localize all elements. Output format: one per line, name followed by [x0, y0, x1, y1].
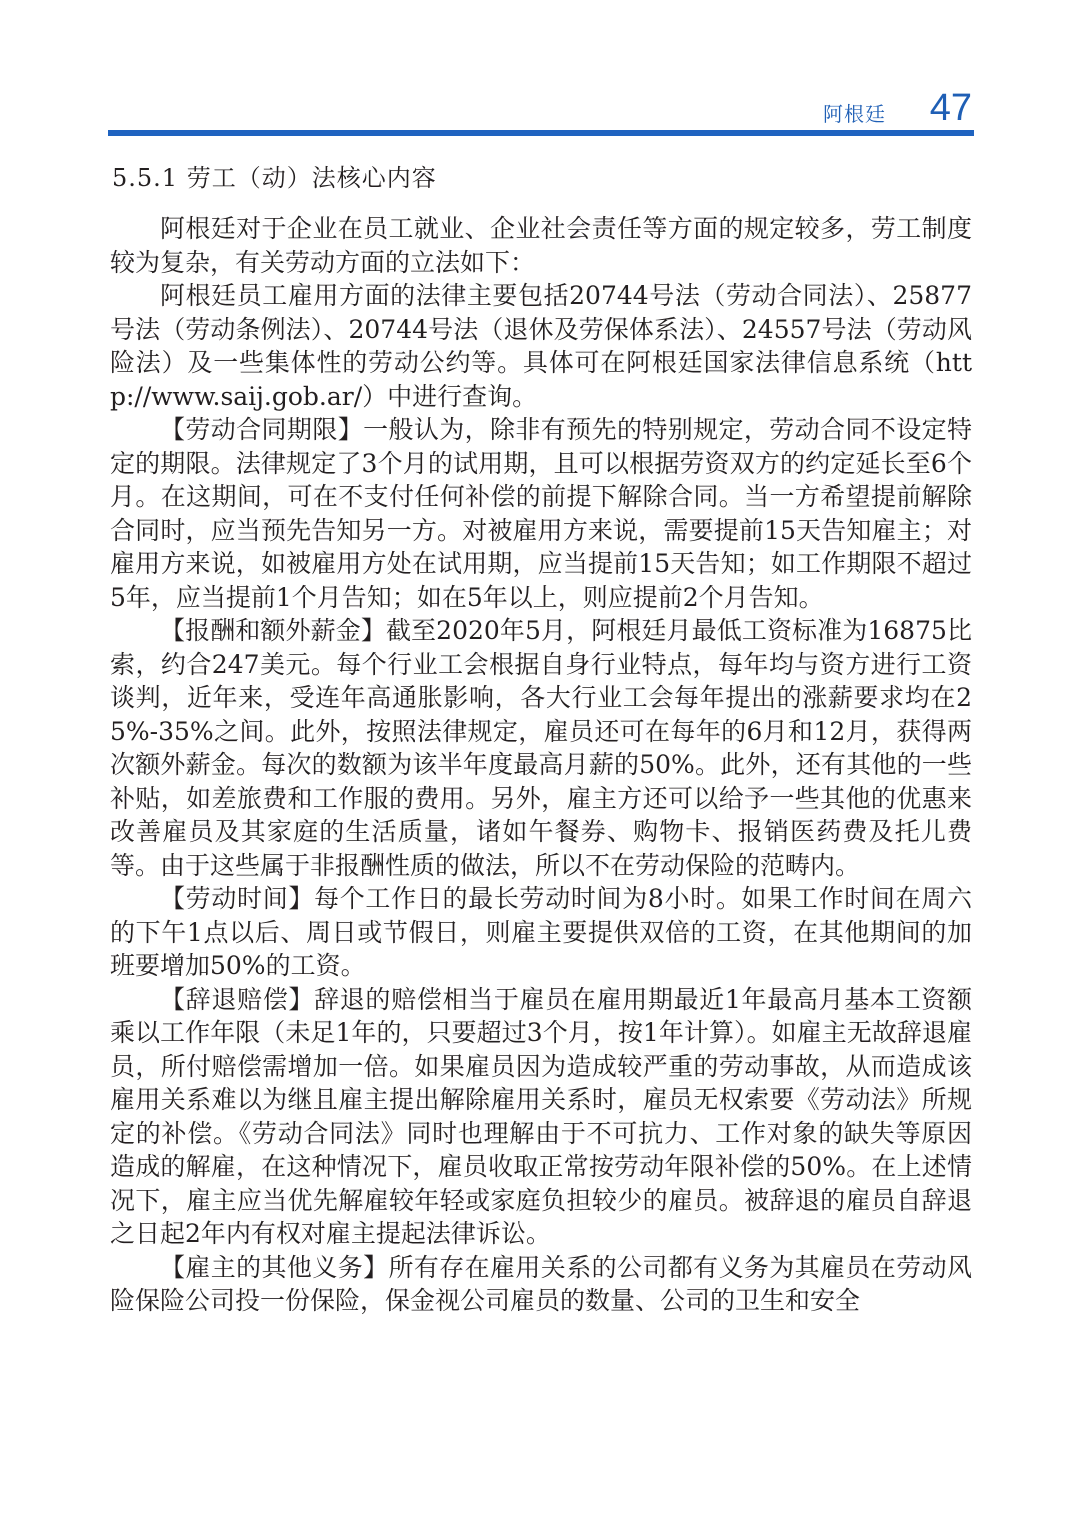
paragraph-pay	[110, 614, 972, 882]
header-divider	[108, 130, 974, 136]
paragraph-text: 所有存在雇用关系的公司都有义务为其雇员在劳动风险保险公司投一份保险，保金视公司雇员的数量、公司的卫生和安全	[110, 1252, 972, 1315]
page-number: 47	[929, 87, 972, 129]
paragraph-employer-obligations	[110, 1251, 972, 1318]
section-heading: 5.5.1 劳工（动）法核心内容	[112, 164, 437, 192]
body-text	[110, 212, 972, 1318]
paragraph-text: 阿根廷对于企业在员工就业、企业社会责任等方面的规定较多，劳工制度较为复杂，有关劳动方面的立法如下：	[110, 214, 972, 277]
paragraph-severance	[110, 983, 972, 1251]
paragraph-text: 阿根廷员工雇用方面的法律主要包括20744号法（劳动合同法）、25877号法（劳动条例法）、20744号法（退休及劳保体系法）、24557号法（劳动风险法）及一些集体性的劳动公约等。具体可在阿根廷国家法律信息系统（http://www.saij.gob.ar/）中进行查询。	[110, 281, 972, 411]
paragraph-contract-term	[110, 413, 972, 614]
paragraph-lead: 【雇主的其他义务】	[160, 1252, 389, 1282]
paragraph-text: 每个工作日的最长劳动时间为8小时。如果工作时间在周六的下午1点以后、周日或节假日，则雇主要提供双倍的工资，在其他期间的加班要增加50%的工资。	[110, 884, 972, 980]
paragraph-text: 截至2020年5月，阿根廷月最低工资标准为16875比索，约合247美元。每个行业工会根据自身行业特点，每年均与资方进行工资谈判，近年来，受连年高通胀影响，各大行业工会每年提出的涨薪要求均在25%-35%之间。此外，按照法律规定，雇员还可在每年的6月和12月，获得两次额外薪金。每次的数额为该半年度最高月薪的50%。此外，还有其他的一些补贴，如差旅费和工作服的费用。另外，雇主方还可以给予一些其他的优惠来改善雇员及其家庭的生活质量，诸如午餐券、购物卡、报销医药费及托儿费等。由于这些属于非报酬性质的做法，所以不在劳动保险的范畴内。	[110, 616, 972, 880]
page-header	[108, 86, 972, 134]
paragraph-lead: 【劳动合同期限】	[160, 415, 364, 444]
paragraph-lead: 【辞退赔偿】	[160, 984, 315, 1014]
paragraph-intro	[110, 212, 972, 279]
paragraph-working-hours	[110, 882, 972, 983]
running-header-country: 阿根廷	[823, 102, 886, 126]
paragraph-lead: 【劳动时间】	[160, 884, 315, 913]
paragraph-laws	[110, 279, 972, 413]
paragraph-lead: 【报酬和额外薪金】	[160, 616, 386, 645]
paragraph-text: 一般认为，除非有预先的特别规定，劳动合同不设定特定的期限。法律规定了3个月的试用期，且可以根据劳资双方的约定延长至6个月。在这期间，可在不支付任何补偿的前提下解除合同。当一方希望提前解除合同时，应当预先告知另一方。对被雇用方来说，需要提前15天告知雇主；对雇用方来说，如被雇用方处在试用期，应当提前15天告知；如工作期限不超过5年，应当提前1个月告知；如在5年以上，则应提前2个月告知。	[110, 415, 972, 612]
paragraph-text: 辞退的赔偿相当于雇员在雇用期最近1年最高月基本工资额乘以工作年限（未足1年的，只要超过3个月，按1年计算）。如雇主无故辞退雇员，所付赔偿需增加一倍。如果雇员因为造成较严重的劳动事故，从而造成该雇用关系难以为继且雇主提出解除雇用关系时，雇员无权索要《劳动法》所规定的补偿。《劳动合同法》同时也理解由于不可抗力、工作对象的缺失等原因造成的解雇，在这种情况下，雇员收取正常按劳动年限补偿的50%。在上述情况下，雇主应当优先解雇较年轻或家庭负担较少的雇员。被辞退的雇员自辞退之日起2年内有权对雇主提起法律诉讼。	[110, 984, 972, 1248]
